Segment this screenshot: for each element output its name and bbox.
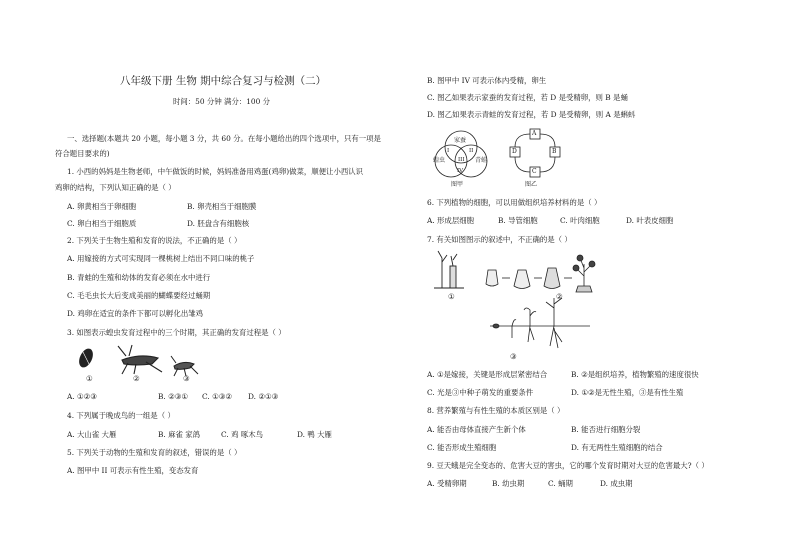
grasshopper-egg-icon [76,346,95,369]
tissue-culture-icon [486,255,595,292]
q1-option-c: C. 卵白相当于细胞质 [67,219,137,228]
q9-option-b: B. 幼虫期 [492,479,525,488]
q6-option-c: C. 叶肉细胞 [560,216,600,225]
q6-stem: 6. 下列植物的细胞，可以用做组织培养材料的是（ ） [427,198,602,207]
q8-option-a: A. 能否由母体直接产生新个体 [427,425,526,434]
q2-option-d: D. 鸡卵在适宜的条件下都可以孵化出雏鸡 [67,309,204,318]
q8-option-d: D. 有无两性生殖细胞的结合 [571,443,663,452]
q5-option-d: D. 图乙如果表示青蛙的发育过程，若 D 是受精卵，则 A 是蝌蚪 [427,110,636,119]
venn-roman-1: I [447,148,450,154]
venn-label-center: 家蚕 [454,137,467,144]
grasshopper-adult-icon [118,345,162,374]
q2-option-a: A. 用嫁接的方式可实现同一棵桃树上结出不同口味的桃子 [67,254,255,263]
q3-option-d: D. ②①③ [248,392,279,401]
cycle-node-b: B [552,148,557,155]
q4-option-b: B. 麻雀 家鸽 [158,430,201,439]
q7-option-b: B. ②是组织培养，植物繁殖的速度很快 [571,370,699,379]
q2-option-c: C. 毛毛虫长大后变成美丽的蝴蝶要经过蛹期 [67,291,211,300]
venn-roman-2: II [469,148,474,154]
q1-option-a: A. 卵黄相当于卵细胞 [67,202,137,211]
cycle-node-c: C [532,168,537,175]
cycle-caption: 图乙 [525,181,538,188]
q6-option-d: D. 叶表皮细胞 [626,216,674,225]
q6-option-a: A. 形成层细胞 [427,216,474,225]
venn-label-left: 蝗虫 [433,157,446,164]
q8-option-b: B. 能否进行细胞分裂 [571,425,641,434]
q3-option-a: A. ①②③ [67,392,97,401]
q3-fig-label-1: ① [86,374,93,383]
q5-stem: 5. 下列关于动物的生殖和发育的叙述，错误的是（ ） [67,448,242,457]
q7-option-c: C. 光是③中种子萌发的重要条件 [427,388,534,397]
section-intro-line2: 符合题目要求的) [55,149,110,158]
q4-option-d: D. 鸭 大雁 [297,430,332,439]
cycle-node-a: A [532,130,537,137]
venn-caption: 图甲 [451,181,464,188]
q9-option-a: A. 受精卵期 [427,479,467,488]
q7-stem: 7. 有关如图图示的叙述中，不正确的是（ ） [427,235,572,244]
q1-option-d: D. 胚盘含有细胞核 [187,219,250,228]
q7-figure [430,248,610,360]
seed-germination-icon [490,298,590,348]
exam-title: 八年级下册 生物 期中综合复习与检测（二） [120,75,327,87]
time-score-line: 时间：50 分钟 满分：100 分 [173,97,271,106]
q3-fig-label-2: ② [133,374,140,383]
q1-stem-line2: 鸡卵的结构，下列认知正确的是（ ） [55,183,176,192]
q2-option-b: B. 青蛙的生殖和幼体的发育必须在水中进行 [67,273,211,282]
q7-option-a: A. ①是嫁接，关键是形成层紧密结合 [427,370,548,379]
q3-option-b: B. ②③① [158,392,189,401]
cycle-node-d: D [512,148,517,155]
q3-option-c: C. ①③② [202,392,232,401]
q6-option-b: B. 导管细胞 [498,216,538,225]
section-intro-line1: 一、选择题(本题共 20 小题，每小题 3 分，共 60 分。在每小题给出的四个选项中，只有一项是 [67,134,381,143]
venn-label-right: 青蛙 [475,157,488,164]
q2-stem: 2. 下列关于生物生殖和发育的说法，不正确的是（ ） [67,236,242,245]
grasshopper-nymph-icon [171,356,198,376]
q5-option-a: A. 图甲中 II 可表示有性生殖，变态发育 [67,466,199,475]
q5-option-c: C. 图乙如果表示家蚕的发育过程，若 D 是受精卵，则 B 是蛹 [427,93,628,102]
q7-fig-label-1: ① [448,292,455,301]
q8-option-c: C. 能否形成生殖细胞 [427,443,497,452]
q3-fig-label-3: ③ [183,374,190,383]
q3-stem: 3. 如图表示蝗虫发育过程中的三个时期，其正确的发育过程是（ ） [67,328,286,337]
q7-fig-label-2: ② [556,292,563,301]
q4-option-a: A. 大山雀 大雁 [67,430,117,439]
q7-option-d: D. ①②是无性生殖，③是有性生殖 [571,388,684,397]
q8-stem: 8. 营养繁殖与有性生殖的本质区别是（ ） [427,406,565,415]
venn-roman-4: IV [457,168,464,174]
q1-stem-line1: 1. 小西的妈妈是生物老师，中午做饭的时候，妈妈准备用鸡蛋(鸡卵)做菜，顺便让小西认识 [67,167,364,176]
q9-option-d: D. 成虫期 [600,479,633,488]
q5-option-b: B. 图甲中 IV 可表示体内受精，卵生 [427,76,547,85]
q9-stem: 9. 豆天蛾是完全变态的、危害大豆的害虫，它的哪个发育时期对大豆的危害最大?（ ） [427,461,709,470]
venn-roman-3: III [458,157,465,163]
q7-fig-label-3: ③ [510,352,517,361]
q4-stem: 4. 下列属于晚成鸟的一组是（ ） [67,411,175,420]
q1-option-b: B. 卵壳相当于细胞膜 [187,202,257,211]
q9-option-c: C. 蛹期 [548,479,573,488]
q4-option-c: C. 鸡 啄木鸟 [221,430,264,439]
grafting-icon [434,251,464,288]
